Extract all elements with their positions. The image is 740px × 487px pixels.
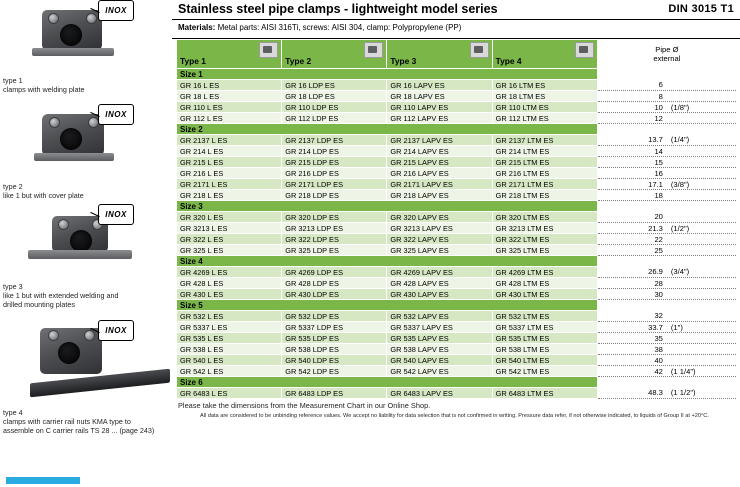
cell-type3: GR 214 LAPV ES	[387, 146, 492, 157]
table-row[interactable]	[177, 355, 737, 366]
cell-pipe-diameter	[597, 91, 736, 102]
cell-pipe-diameter	[597, 267, 736, 278]
cell-type1: GR 6483 L ES	[177, 388, 282, 399]
materials-line	[172, 20, 740, 39]
cell-pipe-diameter	[597, 212, 736, 223]
pipe-diameter-value: 35	[654, 333, 663, 343]
caption-type4	[3, 408, 168, 435]
cell-type2: GR 214 LDP ES	[282, 146, 387, 157]
pipe-diameter-inch: (1/4")	[670, 135, 690, 145]
pipe-diameter-value: 26.9	[648, 267, 663, 277]
cell-type2: GR 540 LDP ES	[282, 355, 387, 366]
cell-type4: GR 4269 LTM ES	[492, 267, 597, 278]
size-group-label: Size 4	[177, 256, 598, 267]
product-table	[176, 39, 736, 399]
welding-plate	[32, 48, 114, 56]
product-table-body	[177, 40, 737, 399]
pipe-diameter-value: 42	[654, 366, 663, 376]
cell-type3: GR 215 LAPV ES	[387, 157, 492, 168]
screw-icon	[48, 330, 59, 341]
table-row[interactable]	[177, 91, 737, 102]
cell-pipe-diameter	[597, 388, 736, 399]
pipe-diameter-inch: (1/8")	[670, 102, 690, 112]
table-row[interactable]	[177, 146, 737, 157]
cell-pipe-diameter	[597, 223, 736, 234]
screw-icon	[86, 13, 97, 24]
pipe-diameter-value: 18	[654, 190, 663, 200]
size-group-label: Size 1	[177, 69, 598, 80]
table-header-row	[177, 40, 737, 69]
cell-type2: GR 6483 LDP ES	[282, 388, 387, 399]
table-row[interactable]	[177, 80, 737, 91]
table-row[interactable]	[177, 190, 737, 201]
cell-type2: GR 2137 LDP ES	[282, 135, 387, 146]
product-photo-block-type2	[0, 108, 172, 200]
column-header-label: Type 2	[285, 56, 312, 66]
cell-type4: GR 215 LTM ES	[492, 157, 597, 168]
cell-type1: GR 218 L ES	[177, 190, 282, 201]
cell-type3: GR 218 LAPV ES	[387, 190, 492, 201]
product-photo-block-type1	[0, 2, 172, 94]
cell-pipe-diameter	[597, 333, 736, 344]
cell-type4: GR 16 LTM ES	[492, 80, 597, 91]
size-group-label: Size 2	[177, 124, 598, 135]
cell-type1: GR 2137 L ES	[177, 135, 282, 146]
table-row[interactable]	[177, 179, 737, 190]
cell-type3: GR 110 LAPV ES	[387, 102, 492, 113]
main-content	[172, 0, 740, 487]
cell-type1: GR 216 L ES	[177, 168, 282, 179]
pipe-diameter-value: 40	[654, 355, 663, 365]
cell-type4: GR 112 LTM ES	[492, 113, 597, 124]
screw-icon	[84, 330, 95, 341]
cell-type2: GR 322 LDP ES	[282, 234, 387, 245]
pipe-diameter-value: 13.7	[648, 135, 663, 145]
pipe-diameter-value: 38	[654, 344, 663, 354]
size-group-row	[177, 69, 737, 80]
cell-type1: GR 540 L ES	[177, 355, 282, 366]
caption-type3-line3: drilled mounting plates	[3, 300, 75, 309]
cell-type2: GR 218 LDP ES	[282, 190, 387, 201]
table-row[interactable]	[177, 234, 737, 245]
cell-pipe-diameter	[597, 355, 736, 366]
pipe-diameter-value: 14	[654, 146, 663, 156]
cell-type4: GR 214 LTM ES	[492, 146, 597, 157]
product-photo-block-type4	[0, 320, 172, 435]
caption-type4-line2: clamps with carrier rail nuts KMA type to	[3, 417, 131, 426]
caption-type2-line2: like 1 but with cover plate	[3, 191, 84, 200]
table-row[interactable]	[177, 168, 737, 179]
pipe-diameter-value: 28	[654, 278, 663, 288]
cell-type3: GR 430 LAPV ES	[387, 289, 492, 300]
cell-type2: GR 325 LDP ES	[282, 245, 387, 256]
cell-type4: GR 3213 LTM ES	[492, 223, 597, 234]
cell-type1: GR 325 L ES	[177, 245, 282, 256]
cell-type1: GR 214 L ES	[177, 146, 282, 157]
cell-pipe-diameter	[597, 289, 736, 300]
legal-note: All data are considered to be unbinding reference values. We accept no liability for data selection that is not confirmed in writing. Pressure data refer, if not otherwise indicated, to liquids of Group II at +20°C.	[200, 413, 709, 419]
cell-type3: GR 16 LAPV ES	[387, 80, 492, 91]
cell-type4: GR 428 LTM ES	[492, 278, 597, 289]
size-group-label: Size 5	[177, 300, 598, 311]
cell-type4: GR 218 LTM ES	[492, 190, 597, 201]
cell-type4: GR 320 LTM ES	[492, 212, 597, 223]
column-header-type1	[177, 40, 282, 69]
size-group-label: Size 3	[177, 201, 598, 212]
cell-type3: GR 3213 LAPV ES	[387, 223, 492, 234]
pipe-diameter-value: 32	[654, 311, 663, 321]
size-group-spacer	[597, 201, 736, 212]
cell-pipe-diameter	[597, 179, 736, 190]
cell-type2: GR 542 LDP ES	[282, 366, 387, 377]
table-row[interactable]	[177, 113, 737, 124]
pipe-diameter-value: 22	[654, 234, 663, 244]
materials-text: Metal parts: AISI 316Ti, screws: AISI 304, clamp: Polypropylene (PP)	[217, 23, 462, 32]
photo-thumb-icon	[575, 42, 594, 58]
cell-type4: GR 18 LTM ES	[492, 91, 597, 102]
materials-label: Materials:	[178, 23, 216, 32]
footer-accent-bar	[6, 477, 80, 484]
pipe-diameter-inch: (1")	[670, 322, 683, 332]
table-row[interactable]	[177, 344, 737, 355]
pipe-diameter-value: 20	[654, 212, 663, 222]
table-row[interactable]	[177, 223, 737, 234]
cell-type1: GR 428 L ES	[177, 278, 282, 289]
cell-type1: GR 538 L ES	[177, 344, 282, 355]
size-group-row	[177, 124, 737, 135]
cell-type1: GR 4269 L ES	[177, 267, 282, 278]
cover-plate	[34, 153, 114, 161]
cell-type3: GR 112 LAPV ES	[387, 113, 492, 124]
table-row[interactable]	[177, 135, 737, 146]
cell-type3: GR 322 LAPV ES	[387, 234, 492, 245]
cell-type1: GR 16 L ES	[177, 80, 282, 91]
caption-type1-line1: type 1	[3, 76, 23, 85]
cell-pipe-diameter	[597, 322, 736, 333]
table-row[interactable]	[177, 322, 737, 333]
column-header-type3	[387, 40, 492, 69]
cell-type2: GR 535 LDP ES	[282, 333, 387, 344]
caption-type2	[3, 182, 168, 200]
cell-type2: GR 215 LDP ES	[282, 157, 387, 168]
cell-type4: GR 538 LTM ES	[492, 344, 597, 355]
table-row[interactable]	[177, 157, 737, 168]
cell-type2: GR 216 LDP ES	[282, 168, 387, 179]
pipe-diameter-inch: (3/8")	[670, 179, 690, 189]
cell-type3: GR 540 LAPV ES	[387, 355, 492, 366]
product-image-type4	[22, 320, 132, 402]
cell-type2: GR 2171 LDP ES	[282, 179, 387, 190]
cell-type4: GR 535 LTM ES	[492, 333, 597, 344]
inox-badge: INOX	[98, 104, 134, 125]
cell-type3: GR 18 LAPV ES	[387, 91, 492, 102]
cell-type4: GR 2171 LTM ES	[492, 179, 597, 190]
table-row[interactable]	[177, 212, 737, 223]
cell-type4: GR 5337 LTM ES	[492, 322, 597, 333]
table-row[interactable]	[177, 333, 737, 344]
cell-type4: GR 216 LTM ES	[492, 168, 597, 179]
cell-type4: GR 2137 LTM ES	[492, 135, 597, 146]
size-group-spacer	[597, 377, 736, 388]
cell-pipe-diameter	[597, 102, 736, 113]
cell-type2: GR 110 LDP ES	[282, 102, 387, 113]
pipe-diameter-value: 25	[654, 245, 663, 255]
photo-thumb-icon	[364, 42, 383, 58]
column-header-label: Type 4	[495, 56, 522, 66]
cell-type2: GR 5337 LDP ES	[282, 322, 387, 333]
product-photo-block-type3	[0, 210, 172, 309]
cell-type4: GR 110 LTM ES	[492, 102, 597, 113]
cell-type1: GR 2171 L ES	[177, 179, 282, 190]
screw-icon	[49, 117, 60, 128]
column-header-label: Type 1	[180, 56, 206, 66]
pipe-diameter-value: 6	[658, 80, 663, 90]
cell-type3: GR 325 LAPV ES	[387, 245, 492, 256]
cell-type2: GR 430 LDP ES	[282, 289, 387, 300]
cell-pipe-diameter	[597, 366, 736, 377]
cell-type4: GR 325 LTM ES	[492, 245, 597, 256]
cell-type1: GR 535 L ES	[177, 333, 282, 344]
pipe-diameter-value: 30	[654, 289, 663, 299]
inox-badge: INOX	[98, 204, 134, 225]
product-image-type3	[22, 210, 132, 270]
cell-pipe-diameter	[597, 157, 736, 168]
photo-thumb-icon	[470, 42, 489, 58]
caption-type4-line3: assemble on C carrier rails TS 28 ... (page 243)	[3, 426, 155, 435]
cell-type4: GR 322 LTM ES	[492, 234, 597, 245]
cell-type3: GR 2137 LAPV ES	[387, 135, 492, 146]
size-group-row	[177, 256, 737, 267]
cell-type1: GR 532 L ES	[177, 311, 282, 322]
pipe-header-line2: external	[653, 54, 681, 63]
screw-icon	[58, 219, 69, 230]
pipe-diameter-value: 17.1	[648, 179, 663, 189]
size-group-row	[177, 377, 737, 388]
cell-type3: GR 5337 LAPV ES	[387, 322, 492, 333]
cell-type3: GR 428 LAPV ES	[387, 278, 492, 289]
cell-type1: GR 5337 L ES	[177, 322, 282, 333]
table-row[interactable]	[177, 388, 737, 399]
size-group-spacer	[597, 124, 736, 135]
cell-type1: GR 215 L ES	[177, 157, 282, 168]
title-bar	[172, 0, 740, 20]
cell-type3: GR 2171 LAPV ES	[387, 179, 492, 190]
cell-type4: GR 540 LTM ES	[492, 355, 597, 366]
standard-label: DIN 3015 T1	[668, 3, 734, 15]
pipe-diameter-value: 16	[654, 168, 663, 178]
pipe-diameter-inch: (3/4")	[670, 267, 690, 277]
cell-type1: GR 112 L ES	[177, 113, 282, 124]
product-image-type2	[22, 108, 132, 168]
cell-type1: GR 430 L ES	[177, 289, 282, 300]
inox-badge: INOX	[98, 0, 134, 21]
column-header-type4	[492, 40, 597, 69]
cell-pipe-diameter	[597, 311, 736, 322]
table-row[interactable]	[177, 102, 737, 113]
table-row[interactable]	[177, 311, 737, 322]
cell-type2: GR 532 LDP ES	[282, 311, 387, 322]
cell-type1: GR 322 L ES	[177, 234, 282, 245]
cell-type2: GR 320 LDP ES	[282, 212, 387, 223]
product-image-type1	[22, 2, 132, 62]
pipe-diameter-inch: (1/2")	[670, 223, 690, 233]
cell-pipe-diameter	[597, 278, 736, 289]
pipe-diameter-value: 48.3	[648, 388, 663, 398]
page-title: Stainless steel pipe clamps - lightweight model series	[178, 2, 498, 16]
pipe-header-line1: Pipe Ø	[655, 45, 679, 54]
cell-pipe-diameter	[597, 80, 736, 91]
caption-type3-line1: type 3	[3, 282, 23, 291]
inox-badge: INOX	[98, 320, 134, 341]
pipe-diameter-value: 10	[654, 102, 663, 112]
cell-type4: GR 532 LTM ES	[492, 311, 597, 322]
cell-pipe-diameter	[597, 168, 736, 179]
cell-type4: GR 6483 LTM ES	[492, 388, 597, 399]
caption-type3-line2: like 1 but with extended welding and	[3, 291, 119, 300]
column-header-type2	[282, 40, 387, 69]
table-row[interactable]	[177, 267, 737, 278]
cell-type3: GR 532 LAPV ES	[387, 311, 492, 322]
size-group-spacer	[597, 256, 736, 267]
pipe-diameter-value: 21.3	[648, 223, 663, 233]
cell-type2: GR 112 LDP ES	[282, 113, 387, 124]
product-photo-column	[0, 0, 172, 487]
cell-type2: GR 3213 LDP ES	[282, 223, 387, 234]
pipe-diameter-inch: (1 1/2")	[670, 388, 696, 398]
size-group-spacer	[597, 300, 736, 311]
cell-type4: GR 430 LTM ES	[492, 289, 597, 300]
cell-type2: GR 538 LDP ES	[282, 344, 387, 355]
cell-type3: GR 542 LAPV ES	[387, 366, 492, 377]
caption-type1	[3, 76, 168, 94]
column-header-label: Type 3	[390, 56, 417, 66]
cell-pipe-diameter	[597, 135, 736, 146]
cell-type2: GR 16 LDP ES	[282, 80, 387, 91]
cell-type2: GR 18 LDP ES	[282, 91, 387, 102]
pipe-diameter-value: 15	[654, 157, 663, 167]
cell-type1: GR 542 L ES	[177, 366, 282, 377]
cell-type3: GR 6483 LAPV ES	[387, 388, 492, 399]
cell-type2: GR 428 LDP ES	[282, 278, 387, 289]
pipe-diameter-inch: (1 1/4")	[670, 366, 696, 376]
column-header-pipe	[597, 40, 736, 69]
cell-pipe-diameter	[597, 245, 736, 256]
table-row[interactable]	[177, 366, 737, 377]
cell-pipe-diameter	[597, 146, 736, 157]
cell-type3: GR 320 LAPV ES	[387, 212, 492, 223]
cell-pipe-diameter	[597, 113, 736, 124]
cell-pipe-diameter	[597, 190, 736, 201]
extended-welding-plate	[28, 250, 132, 259]
pipe-diameter-value: 12	[654, 113, 663, 123]
cell-type2: GR 4269 LDP ES	[282, 267, 387, 278]
caption-type2-line1: type 2	[3, 182, 23, 191]
table-row[interactable]	[177, 289, 737, 300]
photo-thumb-icon	[259, 42, 278, 58]
cell-pipe-diameter	[597, 234, 736, 245]
cell-type1: GR 110 L ES	[177, 102, 282, 113]
cell-type3: GR 535 LAPV ES	[387, 333, 492, 344]
size-group-spacer	[597, 69, 736, 80]
caption-type4-line1: type 4	[3, 408, 23, 417]
cell-type1: GR 18 L ES	[177, 91, 282, 102]
cell-type1: GR 3213 L ES	[177, 223, 282, 234]
cell-type3: GR 216 LAPV ES	[387, 168, 492, 179]
size-group-row	[177, 300, 737, 311]
cell-type3: GR 4269 LAPV ES	[387, 267, 492, 278]
table-row[interactable]	[177, 245, 737, 256]
screw-icon	[48, 13, 59, 24]
caption-type1-line2: clamps with welding plate	[3, 85, 85, 94]
size-group-row	[177, 201, 737, 212]
pipe-diameter-value: 8	[658, 91, 663, 101]
caption-type3	[3, 282, 168, 309]
cell-pipe-diameter	[597, 344, 736, 355]
measurement-note: Please take the dimensions from the Measurement Chart in our Online Shop.	[178, 401, 431, 410]
size-group-label: Size 6	[177, 377, 598, 388]
cell-type1: GR 320 L ES	[177, 212, 282, 223]
table-row[interactable]	[177, 278, 737, 289]
pipe-diameter-value: 33.7	[648, 322, 663, 332]
cell-type3: GR 538 LAPV ES	[387, 344, 492, 355]
cell-type4: GR 542 LTM ES	[492, 366, 597, 377]
